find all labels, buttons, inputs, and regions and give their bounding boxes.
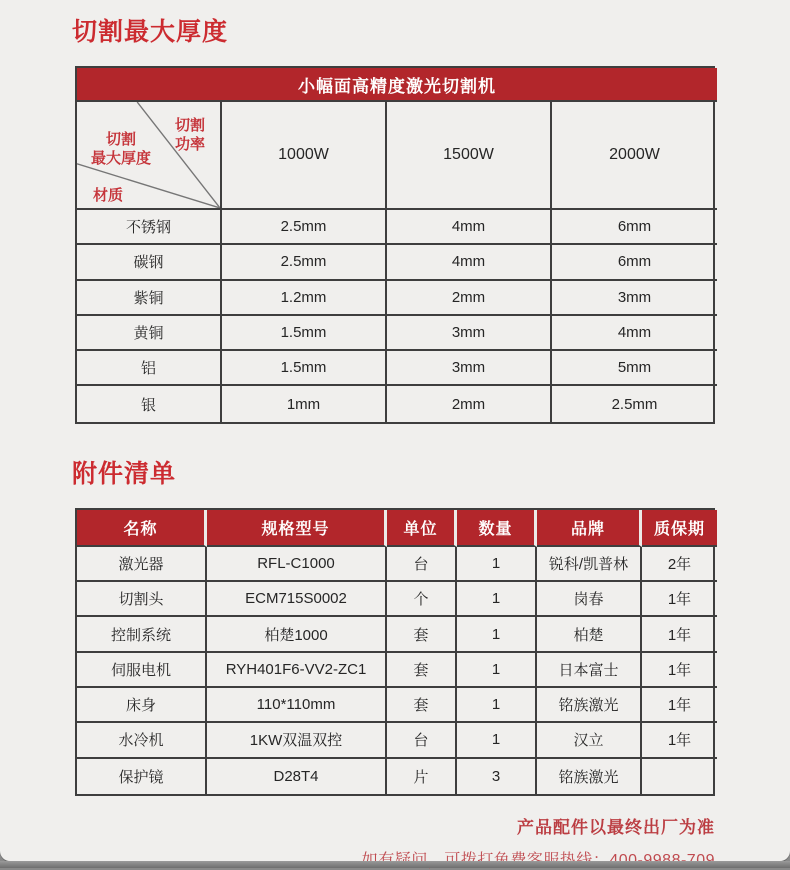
accessory-name-cell: 激光器	[77, 547, 207, 582]
accessory-warranty-cell: 1年	[642, 653, 717, 688]
accessory-unit-cell: 套	[387, 688, 457, 723]
accessory-name-cell: 床身	[77, 688, 207, 723]
corner-power-label: 切割 功率	[175, 117, 206, 153]
accessory-brand-cell: 铭族激光	[537, 688, 642, 723]
accessory-brand-cell: 汉立	[537, 723, 642, 758]
accessories-section-title: 附件清单	[72, 459, 177, 488]
thickness-cell: 4mm	[387, 210, 552, 245]
material-cell: 黄铜	[77, 316, 222, 351]
accessory-qty-cell: 1	[457, 723, 537, 758]
disclaimer-text: 产品配件以最终出厂为准	[517, 817, 715, 837]
thickness-cell: 1mm	[222, 386, 387, 421]
thickness-cell: 1.5mm	[222, 351, 387, 386]
accessory-qty-cell: 1	[457, 653, 537, 688]
thickness-cell: 2mm	[387, 281, 552, 316]
thickness-cell: 2.5mm	[611, 395, 658, 413]
power-header: 1000W	[222, 102, 387, 210]
accessory-unit-cell: 套	[387, 653, 457, 688]
accessory-warranty-cell: 2年	[642, 547, 717, 582]
accessory-warranty-cell: 1年	[642, 582, 717, 617]
accessory-name-cell: 切割头	[77, 582, 207, 617]
accessory-model-cell: 柏楚1000	[207, 617, 387, 652]
thickness-cell: 2mm	[387, 386, 552, 421]
thickness-cell: 2.5mm	[222, 210, 387, 245]
accessory-name-cell: 保护镜	[77, 759, 207, 794]
corner-material-label: 材质	[93, 187, 124, 204]
accessory-unit-cell: 台	[387, 547, 457, 582]
accessory-unit-cell: 套	[387, 617, 457, 652]
accessory-qty-cell: 1	[457, 688, 537, 723]
accessory-model-cell: RYH401F6-VV2-ZC1	[207, 653, 387, 688]
accessory-model-cell: ECM715S0002	[207, 582, 387, 617]
accessories-header: 数量	[457, 510, 537, 547]
cutting-section-title: 切割最大厚度	[72, 18, 229, 46]
power-header: 1500W	[387, 102, 552, 210]
thickness-cell: 2.5mm	[222, 245, 387, 280]
accessory-model-cell: RFL-C1000	[207, 547, 387, 582]
accessory-warranty-cell: 1年	[642, 688, 717, 723]
accessories-header: 单位	[387, 510, 457, 547]
accessories-header: 规格型号	[207, 510, 387, 547]
corner-thickness-label: 切割 最大厚度	[91, 131, 152, 167]
accessory-brand-cell: 岗春	[537, 582, 642, 617]
material-cell: 碳钢	[77, 245, 222, 280]
accessory-brand-cell: 铭族激光	[537, 759, 642, 794]
accessories-table	[75, 508, 715, 796]
accessory-warranty-cell	[642, 759, 717, 794]
thickness-cell: 3mm	[552, 281, 717, 316]
thickness-cell: 1.2mm	[222, 281, 387, 316]
material-cell: 不锈钢	[77, 210, 222, 245]
accessory-unit-cell: 片	[387, 759, 457, 794]
accessory-qty-cell: 1	[457, 617, 537, 652]
material-cell: 紫铜	[77, 281, 222, 316]
accessories-header: 质保期	[642, 510, 717, 547]
material-cell: 铝	[77, 351, 222, 386]
accessory-warranty-cell: 1年	[642, 617, 717, 652]
cutting-table-corner-cell	[77, 102, 222, 210]
cutting-table-title: 小幅面高精度激光切割机	[77, 68, 717, 102]
thickness-cell: 3mm	[387, 316, 552, 351]
accessory-model-cell: 1KW双温双控	[207, 723, 387, 758]
accessory-model-cell: D28T4	[207, 759, 387, 794]
accessory-brand-cell: 柏楚	[537, 617, 642, 652]
thickness-cell: 1.5mm	[222, 316, 387, 351]
thickness-cell: 4mm	[552, 316, 717, 351]
material-cell: 银	[77, 386, 222, 421]
accessories-header: 品牌	[537, 510, 642, 547]
accessory-brand-cell: 锐科/凯普林	[537, 547, 642, 582]
thickness-cell: 6mm	[552, 245, 717, 280]
thickness-cell: 5mm	[552, 351, 717, 386]
accessories-header: 名称	[77, 510, 207, 547]
power-header: 2000W	[552, 102, 717, 210]
thickness-cell: 3mm	[387, 351, 552, 386]
accessory-name-cell: 控制系统	[77, 617, 207, 652]
accessory-qty-cell: 1	[457, 582, 537, 617]
accessory-unit-cell: 个	[387, 582, 457, 617]
accessory-model-cell: 110*110mm	[207, 688, 387, 723]
accessory-name-cell: 水冷机	[77, 723, 207, 758]
accessory-qty-cell: 1	[457, 547, 537, 582]
cutting-table	[75, 66, 715, 424]
bottom-divider-bar	[0, 861, 790, 868]
accessory-qty-cell: 3	[457, 759, 537, 794]
thickness-cell: 6mm	[552, 210, 717, 245]
accessory-name-cell: 伺服电机	[77, 653, 207, 688]
accessory-unit-cell: 台	[387, 723, 457, 758]
accessory-warranty-cell: 1年	[642, 723, 717, 758]
thickness-cell: 4mm	[387, 245, 552, 280]
accessory-brand-cell: 日本富士	[537, 653, 642, 688]
